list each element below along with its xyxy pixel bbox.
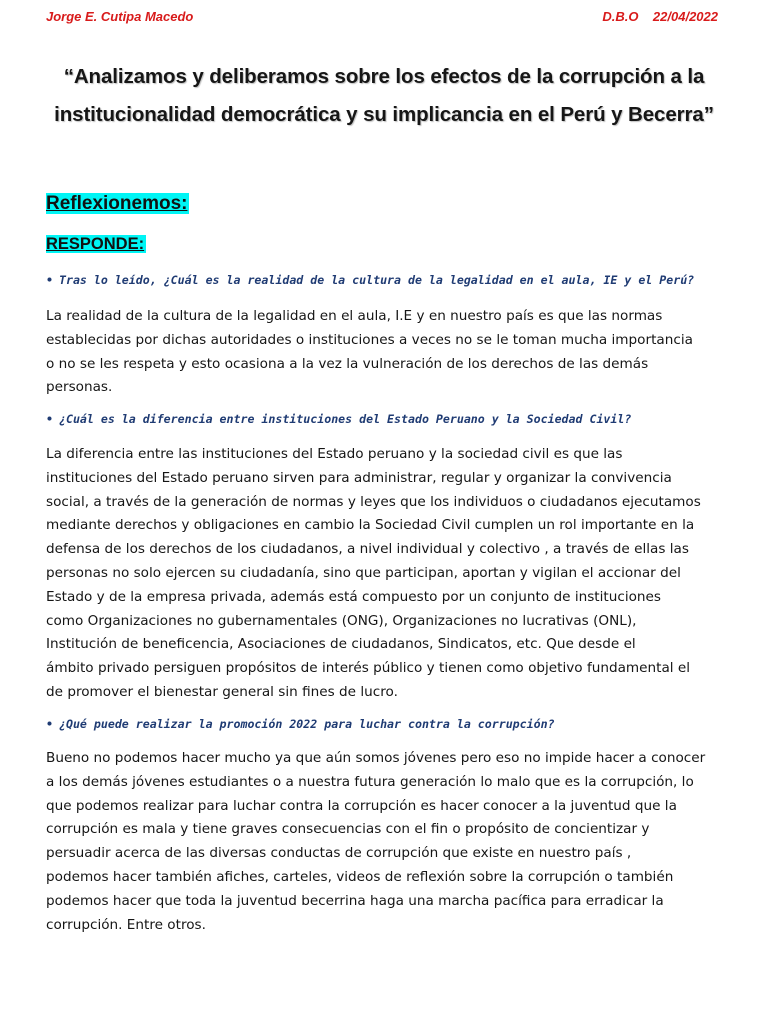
- answer-3: Bueno no podemos hacer mucho ya que aún somos jóvenes pero eso no impide hacer a conocer a los demás jóvenes estudiantes o a nuestra futura generación lo malo que es la corrupción, lo que podemos realizar para luchar contra la corrupción es hacer conocer a la juventud que la corrupción es mala y tiene graves consecuencias con el fin o propósito de concientizar y persuadir acerca de las diversas conductas de corrupción que existe en nuestro país , podemos hacer también afiches, carteles, videos de reflexión sobre la corrupción o también podemos hacer que toda la juventud becerrina haga una marcha pacífica para erradicar la corrupción. Entre otros.: [46, 750, 706, 933]
- question-1: [46, 272, 728, 288]
- question-3-text: ¿Qué puede realizar la promoción 2022 para luchar contra la corrupción?: [58, 717, 555, 731]
- question-3: [46, 716, 728, 732]
- question-2-text: ¿Cuál es la diferencia entre instituciones del Estado Peruano y la Sociedad Civil?: [58, 412, 632, 426]
- responde-heading: RESPONDE:: [46, 235, 145, 253]
- document-title: “Analizamos y deliberamos sobre los efectos de la corrupción a la institucionalidad democrática y su implicancia en el Perú y Becerra”: [54, 65, 714, 126]
- page-header: [46, 9, 722, 27]
- reflexionemos-heading: Reflexionemos:: [46, 193, 188, 214]
- question-2: [46, 411, 728, 427]
- bullet-icon: •: [46, 717, 53, 731]
- course-code: D.B.O: [602, 9, 639, 24]
- question-1-text: Tras lo leído, ¿Cuál es la realidad de la cultura de la legalidad en el aula, IE y el Perú?: [58, 273, 695, 287]
- section-responde: [46, 233, 146, 255]
- header-course-date: [602, 9, 718, 24]
- bullet-icon: •: [46, 412, 53, 426]
- bullet-icon: •: [46, 273, 53, 287]
- header-date: 22/04/2022: [652, 9, 718, 24]
- answer-1: La realidad de la cultura de la legalidad en el aula, I.E y en nuestro país es que las normas establecidas por dichas autoridades o instituciones a veces no se le toman mucha importancia o no se les respeta y esto ocasiona a la vez la vulneración de los derechos de las demás personas.: [46, 308, 693, 396]
- author-name: Jorge E. Cutipa Macedo: [46, 9, 194, 24]
- answer-2: La diferencia entre las instituciones del Estado peruano y la sociedad civil es que las instituciones del Estado peruano sirven para administrar, regular y organizar la convivencia social, a través de la generación de normas y leyes que los individuos o ciudadanos ejecutamos mediante derechos y obligaciones en cambio la Sociedad Civil cumplen un rol importante en la defensa de los derechos de los ciudadanos, a nivel individual y colectivo , a través de ellas las personas no solo ejercen su ciudadanía, sino que participan, aportan y vigilan el accionar del Estado y de la empresa privada, además está compuesto por un conjunto de instituciones como Organizaciones no gubernamentales (ONG), Organizaciones no lucrativas (ONL), Institución de beneficencia, Asociaciones de ciudadanos, Sindicatos, etc. Que desde el ámbito privado persiguen propósitos de interés público y tienen como objetivo fundamental el de promover el bienestar general sin fines de lucro.: [46, 446, 701, 700]
- section-reflexionemos: [46, 190, 189, 217]
